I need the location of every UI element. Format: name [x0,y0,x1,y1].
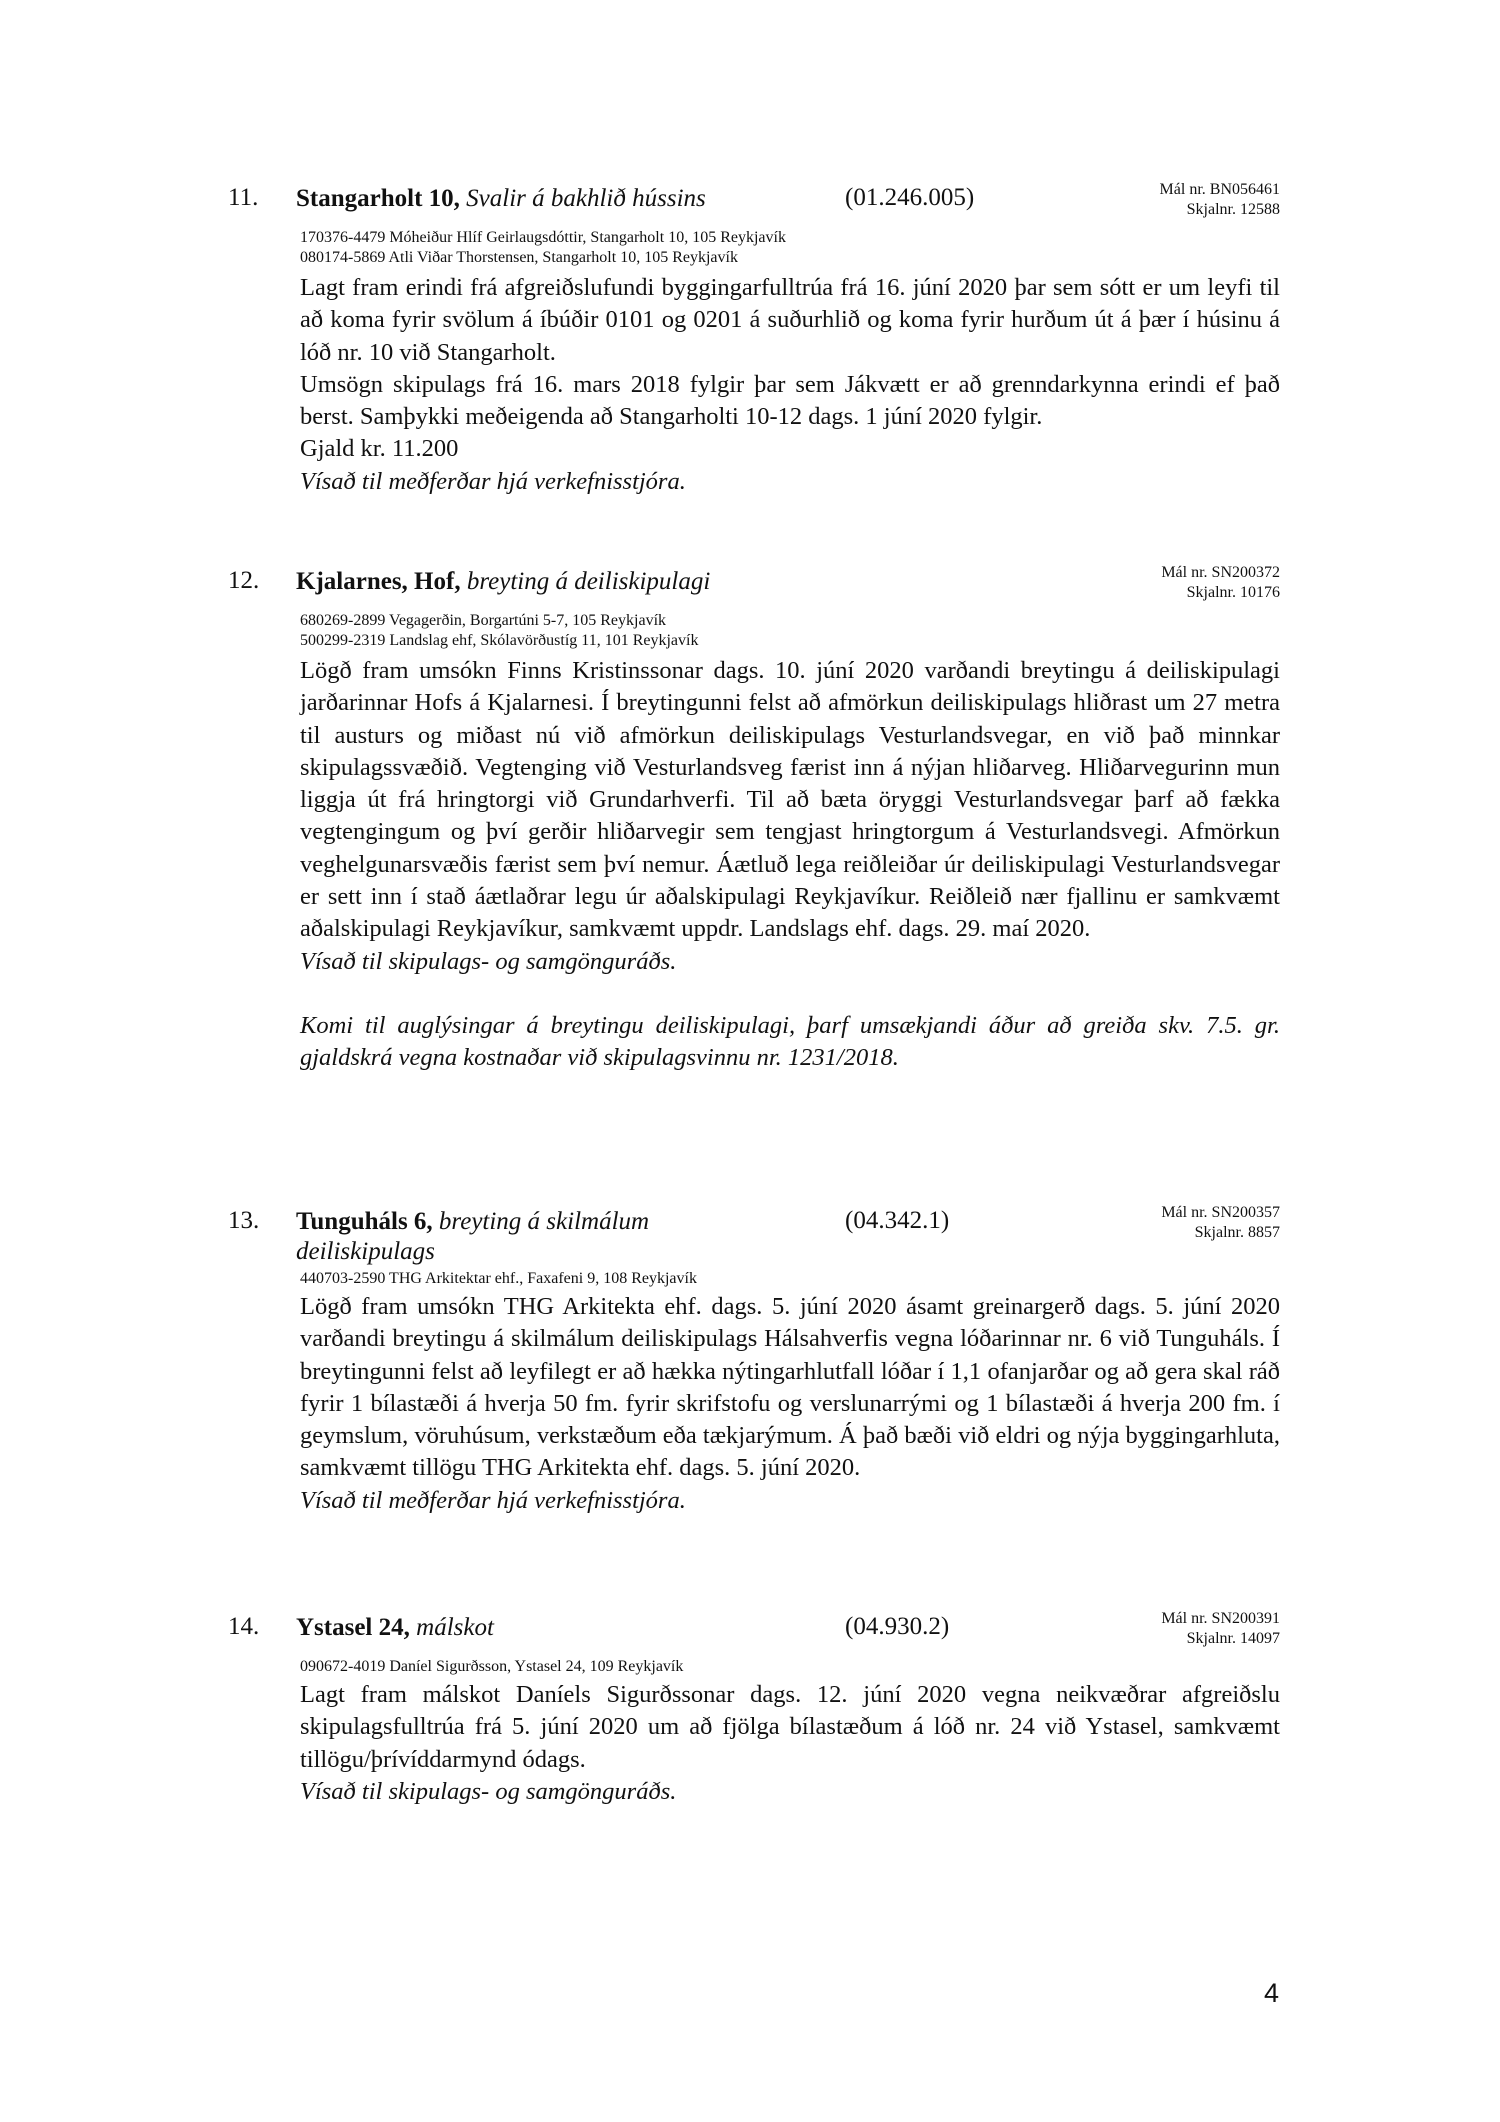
body-paragraph: Lögð fram umsókn THG Arkitekta ehf. dags. 5. júní 2020 ásamt greinargerð dags. 5. júní 2020 varðandi breytingu á skilmálum deiliskipulags Hálsahverfis vegna lóðarinnar nr. 6 við Tunguháls. Í breytingunni felst að leyfilegt er að hækka nýtingarhlutfall lóðar í 1,1 ofanjarðar og að gera skal ráð fyrir 1 bílastæði á hverja 50 fm. fyrir skrifstofu og verslunarrými og 1 bílastæði á hverja 200 fm. í geymslum, vöruhúsum, verkstæðum eða tækjarýmum. Á það bæði við eldri og nýja byggingarhluta, samkvæmt tillögu THG Arkitekta ehf. dags. 5. júní 2020. [300,1293,1280,1482]
item-title [296,1207,766,1267]
party-line: 500299-2319 Landslag ehf, Skólavörðustíg 11, 101 Reykjavík [300,632,699,649]
note-text: Komi til auglýsingar á breytingu deiliskipulagi, þarf umsækjandi áður að greiða skv. 7.5. gr. gjaldskrá vegna kostnaðar við skipulagsvinnu nr. 1231/2018. [300,1011,1280,1072]
case-reference [1161,1203,1280,1243]
case-reference [1161,1609,1280,1649]
case-reference [1161,563,1280,603]
body-paragraph: Gjald kr. 11.200 [300,435,459,463]
land-number: (01.246.005) [845,184,975,211]
case-number: Mál nr. SN200372 [1161,564,1280,581]
item-number: 12. [228,567,260,594]
spacer [300,978,1280,1010]
agenda-item-11 [228,180,1280,510]
item-subtitle: breyting á deiliskipulagi [466,568,711,595]
item-subtitle: Svalir á bakhlið hússins [466,185,706,212]
item-number: 11. [228,184,259,211]
case-reference [1160,180,1280,220]
file-number: Skjalnr. 14097 [1186,1630,1280,1647]
item-name: Kjalarnes, Hof, [296,568,461,595]
item-number: 14. [228,1613,260,1640]
case-number: Mál nr. SN200391 [1161,1610,1280,1627]
party-line: 170376-4479 Móheiður Hlíf Geirlaugsdóttir, Stangarholt 10, 105 Reykjavík [300,229,786,246]
item-subtitle: málskot [416,1614,494,1641]
case-number: Mál nr. BN056461 [1159,181,1280,198]
body-paragraph: Lagt fram málskot Daníels Sigurðssonar dags. 12. júní 2020 vegna neikvæðrar afgreiðslu skipulagsfulltrúa frá 5. júní 2020 um að fjölga bílastæðum á lóð nr. 24 við Ystasel, samkvæmt tillögu/þrívíddarmynd ódags. [300,1681,1280,1773]
body-paragraph: Lagt fram erindi frá afgreiðslufundi byggingarfulltrúa frá 16. júní 2020 þar sem sótt er um leyfi til að koma fyrir svölum á íbúðir 0101 og 0201 á suðurhlið og koma fyrir hurðum út á þær í húsinu á lóð nr. 10 við Stangarholt. [300,274,1280,366]
item-body [300,655,1280,1075]
item-title [296,567,856,597]
item-body [300,272,1280,498]
agenda-item-12 [228,563,1280,1163]
party-line: 680269-2899 Vegagerðin, Borgartúni 5-7, 105 Reykjavík [300,612,667,629]
agenda-item-13 [228,1203,1280,1563]
agenda-item-14 [228,1609,1280,1819]
item-name: Tunguháls 6, [296,1208,433,1235]
file-number: Skjalnr. 8857 [1194,1224,1280,1241]
item-name: Stangarholt 10, [296,185,460,212]
decision-text: Vísað til skipulags- og samgönguráðs. [300,947,677,975]
body-paragraph: Umsögn skipulags frá 16. mars 2018 fylgir þar sem Jákvætt er að grenndarkynna erindi ef það berst. Samþykki meðeigenda að Stangarholti 10-12 dags. 1 júní 2020 fylgir. [300,370,1280,431]
item-title [296,1613,816,1643]
party-line: 440703-2590 THG Arkitektar ehf., Faxafeni 9, 108 Reykjavík [300,1270,697,1287]
page-number: 4 [1264,1978,1280,2008]
file-number: Skjalnr. 12588 [1186,201,1280,218]
land-number: (04.342.1) [845,1207,950,1234]
party-line: 080174-5869 Atli Viðar Thorstensen, Stangarholt 10, 105 Reykjavík [300,249,738,266]
item-number: 13. [228,1207,260,1234]
decision-text: Vísað til meðferðar hjá verkefnisstjóra. [300,1486,686,1514]
item-name: Ystasel 24, [296,1614,410,1641]
decision-text: Vísað til skipulags- og samgönguráðs. [300,1777,677,1805]
item-subtitle: breyting á skilmálum deiliskipulags [296,1208,650,1265]
item-body [300,1291,1280,1517]
body-paragraph: Lögð fram umsókn Finns Kristinssonar dags. 10. júní 2020 varðandi breytingu á deiliskipulagi jarðarinnar Hofs á Kjalarnesi. Í breytingunni felst að afmörkun deiliskipulags hliðrast um 27 metra til austurs og miðast nú við afmörkun deiliskipulags Vesturlandsvegar, en við það minnkar skipulagssvæðið. Vegtenging við Vesturlandsveg færist inn á nýjan hliðarveg. Hliðarvegurinn mun liggja út frá hringtorgi við Grundarhverfi. Til að bæta öryggi Vesturlandsvegar þarf að fækka vegtengingum og því gerðir hliðarvegir sem tengjast hringtorgum á Vesturlandsvegi. Afmörkun veghelgunarsvæðis færist sem því nemur. Áætluð lega reiðleiðar úr deiliskipulagi Vesturlandsvegar er sett inn í stað áætlaðrar legu úr aðalskipulagi Reykjavíkur. Reiðleið nær fjallinu er samkvæmt aðalskipulagi Reykjavíkur, samkvæmt uppdr. Landslags ehf. dags. 29. maí 2020. [300,657,1280,943]
item-body [300,1679,1280,1808]
item-title [296,184,816,214]
case-number: Mál nr. SN200357 [1161,1204,1280,1221]
land-number: (04.930.2) [845,1613,950,1640]
decision-text: Vísað til meðferðar hjá verkefnisstjóra. [300,467,686,495]
file-number: Skjalnr. 10176 [1186,584,1280,601]
party-line: 090672-4019 Daníel Sigurðsson, Ystasel 24, 109 Reykjavík [300,1658,684,1675]
